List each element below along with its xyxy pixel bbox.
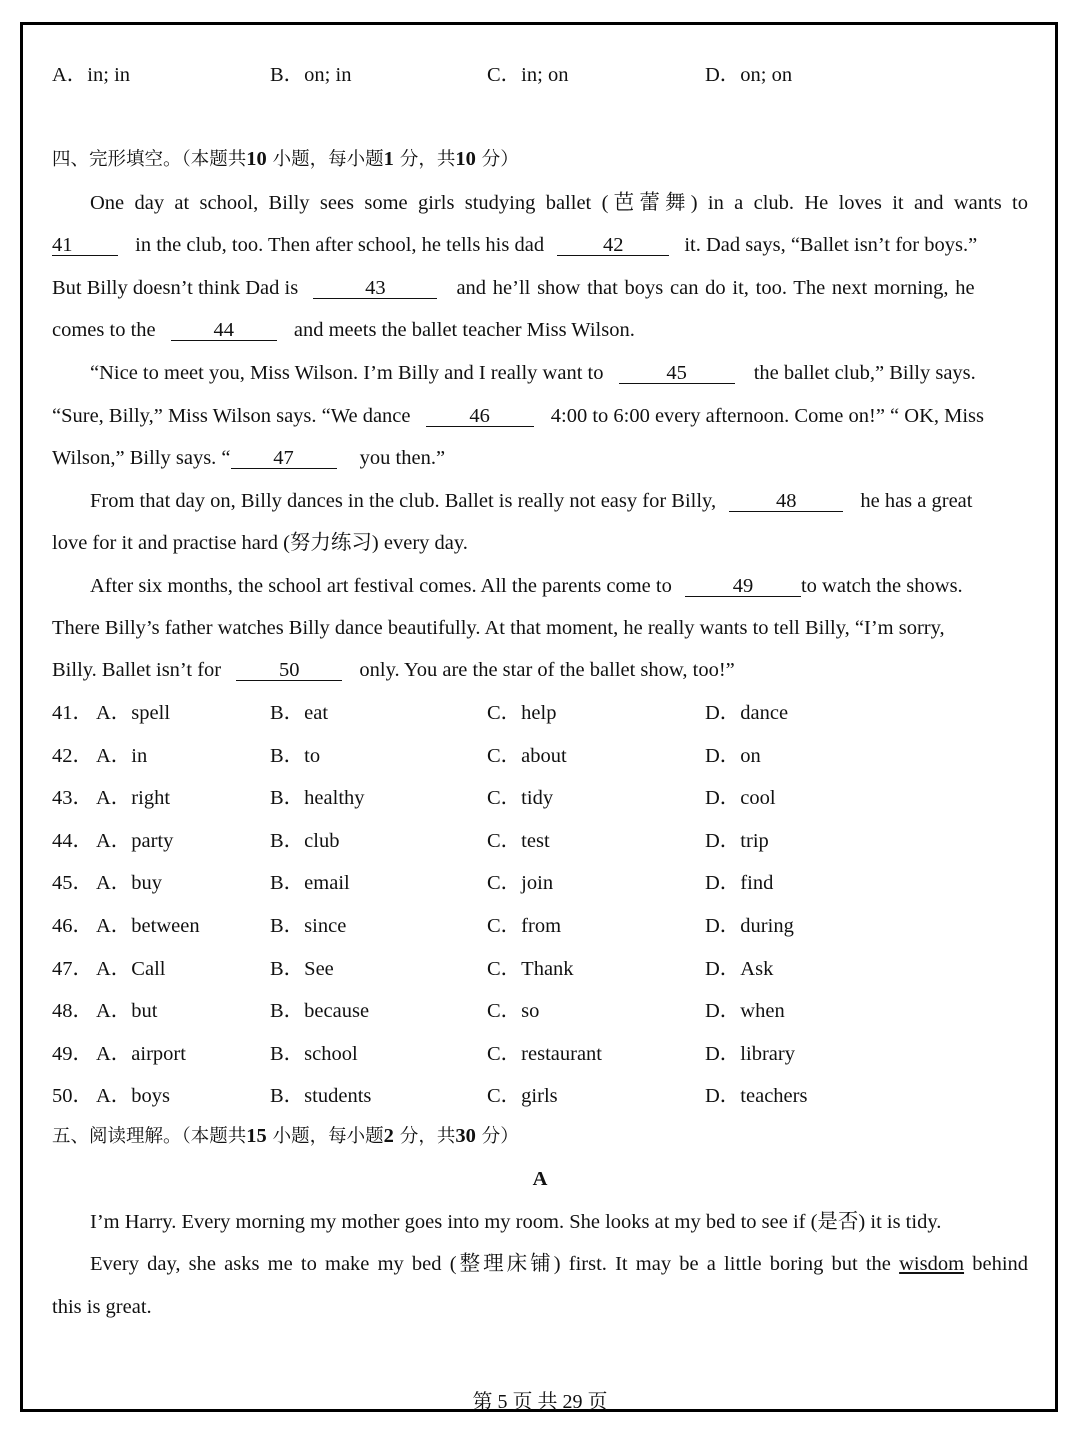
blank-44: 44 (171, 320, 277, 341)
passage-line: 41 in the club, too. Then after school, he tells his dad 42 it. Dad says, “Ballet isn’t for boys.” (52, 234, 978, 256)
option-b: B．because (270, 1000, 370, 1023)
option-c: C．test (487, 829, 550, 852)
passage-line: love for it and practise hard (努力练习) every day. (52, 532, 468, 554)
passage-line: Billy. Ballet isn’t for 50 only. You are the star of the ballet show, too!” (52, 659, 735, 681)
section-4-heading: 四、完形填空。（本题共10 小题，每小题1 分，共10 分） (52, 148, 519, 170)
passage-line: Every day, she asks me to make my bed (整理床铺) first. It may be a little boring but the wisdom behind (90, 1253, 1029, 1275)
blank-45: 45 (619, 363, 735, 384)
passage-line: “Sure, Billy,” Miss Wilson says. “We dance 46 4:00 to 6:00 every afternoon. Come on!” “ OK, Miss (52, 405, 985, 427)
option-c: C．from (487, 915, 562, 937)
question-number: 41． (52, 702, 93, 724)
question-number: 47． (52, 957, 93, 980)
option-a: A．airport (96, 1042, 186, 1065)
option-b: B．See (270, 957, 334, 980)
passage-line: I’m Harry. Every morning my mother goes into my room. She looks at my bed to see if (是否) it is tidy. (90, 1211, 942, 1233)
option-c: C．join (487, 872, 554, 895)
blank-41: 41 (52, 235, 118, 256)
option-b: B．students (270, 1085, 372, 1108)
question-number: 42． (52, 744, 93, 767)
blank-47: 47 (231, 448, 337, 469)
underlined-word: wisdom (899, 1253, 965, 1275)
option-a: A．buy (96, 872, 163, 895)
option-a: A．Call (96, 957, 166, 980)
option-c: C．Thank (487, 957, 574, 980)
question-number: 48． (52, 1000, 93, 1023)
option-b: B．club (270, 829, 340, 852)
blank-48: 48 (729, 491, 843, 512)
passage-line: One day at school, Billy sees some girls studying ballet (芭蕾舞) in a club. He loves it and wants to (90, 192, 1028, 214)
option-a: A．between (96, 915, 200, 937)
option-a: A．boys (96, 1085, 171, 1108)
passage-line: comes to the 44 and meets the ballet teacher Miss Wilson. (52, 319, 635, 341)
option-d: D．teachers (705, 1085, 808, 1108)
option-d: D．Ask (705, 957, 774, 980)
option-c: C．girls (487, 1085, 558, 1108)
option-b: B．healthy (270, 787, 365, 810)
option-c: C．so (487, 1000, 540, 1023)
question-number: 49． (52, 1042, 93, 1065)
question-number: 44． (52, 829, 93, 852)
option-b: B．email (270, 872, 350, 895)
passage-line: There Billy’s father watches Billy dance beautifully. At that moment, he really wants to tell Billy, “I’m sorry, (52, 617, 945, 639)
option-b: B．since (270, 915, 347, 937)
passage-title: A (532, 1168, 548, 1190)
question-number: 50． (52, 1085, 93, 1108)
option-b: B．to (270, 744, 321, 767)
question-number: 43． (52, 787, 93, 810)
passage-line: this is great. (52, 1296, 152, 1318)
blank-46: 46 (426, 406, 534, 427)
passage-line: From that day on, Billy dances in the club. Ballet is really not easy for Billy, 48 he has a great (90, 490, 973, 512)
option-c: C．restaurant (487, 1042, 602, 1065)
section-5-heading: 五、阅读理解。（本题共15 小题，每小题2 分，共30 分） (52, 1125, 519, 1147)
page-footer: 第 5 页 共 29 页 (472, 1391, 608, 1413)
question-number: 46． (52, 915, 93, 937)
question-number: 45． (52, 872, 93, 895)
passage-line: “Nice to meet you, Miss Wilson. I’m Billy and I really want to 45 the ballet club,” Billy says. (90, 362, 976, 384)
option-c: C．help (487, 702, 557, 724)
blank-50: 50 (236, 660, 342, 681)
prev-option-c: C．in; on (487, 64, 569, 86)
prev-option-b: B．on; in (270, 64, 352, 86)
passage-line: Wilson,” Billy says. “ 47 you then.” (52, 447, 446, 469)
option-d: D．find (705, 872, 774, 895)
option-d: D．trip (705, 829, 769, 852)
option-d: D．dance (705, 702, 789, 724)
option-c: C．tidy (487, 787, 554, 810)
blank-49: 49 (685, 576, 801, 597)
option-c: C．about (487, 744, 567, 767)
passage-line: But Billy doesn’t think Dad is 43 and he’ll show that boys can do it, too. The next morning, he (52, 277, 975, 299)
option-d: D．when (705, 1000, 785, 1023)
option-d: D．library (705, 1042, 795, 1065)
option-a: A．right (96, 787, 171, 810)
option-b: B．eat (270, 702, 329, 724)
option-d: D．on (705, 744, 761, 767)
option-a: A．in (96, 744, 148, 767)
option-d: D．during (705, 915, 794, 937)
prev-option-a: A．in; in (52, 64, 131, 86)
blank-42: 42 (557, 235, 669, 256)
prev-option-d: D．on; on (705, 64, 793, 86)
option-a: A．but (96, 1000, 158, 1023)
option-d: D．cool (705, 787, 776, 810)
option-a: A．party (96, 829, 174, 852)
option-b: B．school (270, 1042, 358, 1065)
option-a: A．spell (96, 702, 171, 724)
blank-43: 43 (313, 278, 437, 299)
passage-line: After six months, the school art festival comes. All the parents come to 49 to watch the shows. (90, 575, 963, 597)
